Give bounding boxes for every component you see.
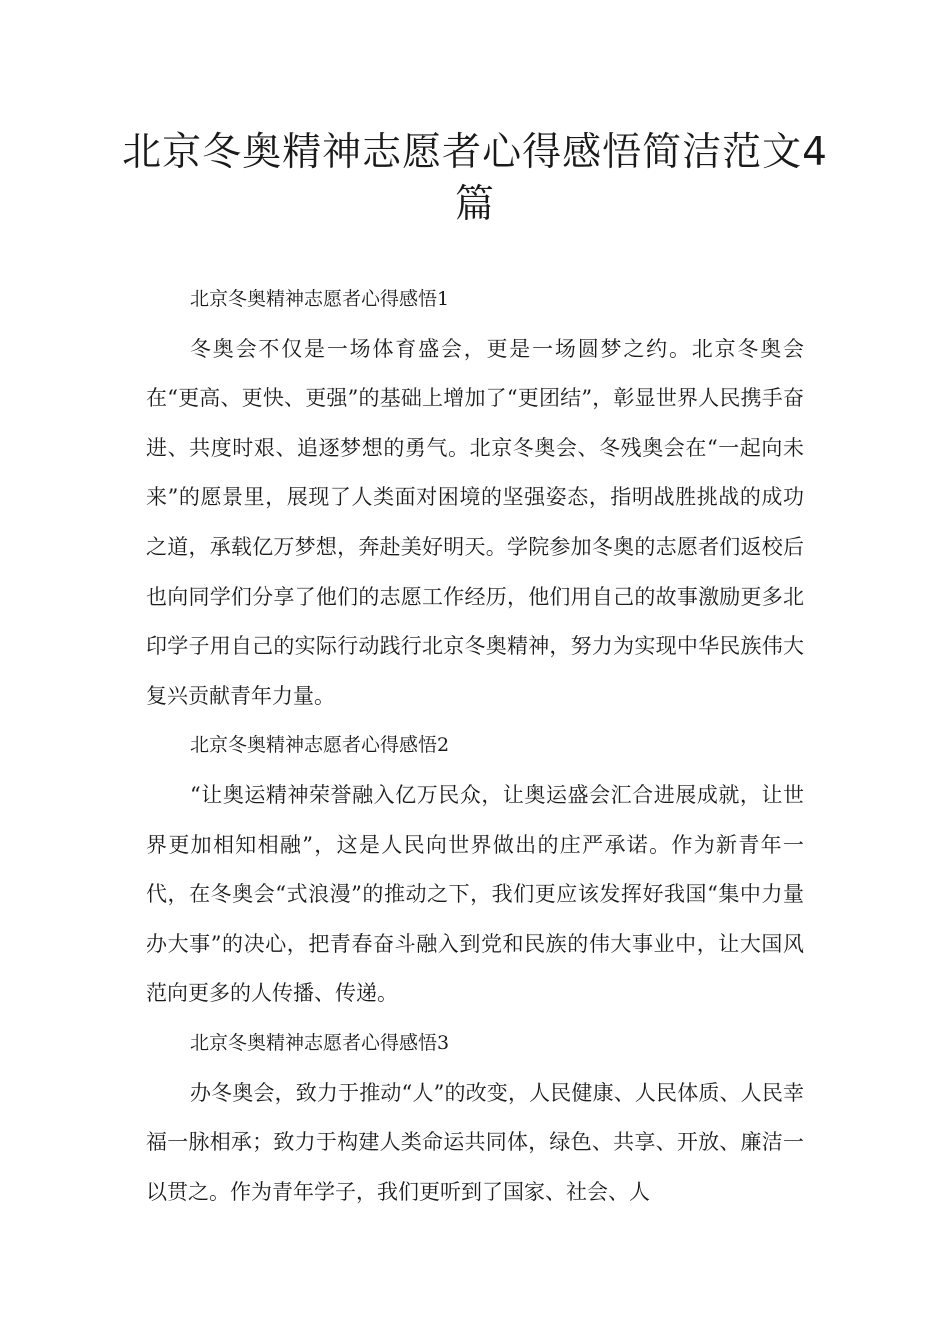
section-heading: 北京冬奥精神志愿者心得感悟1 [190, 288, 450, 310]
section-paragraph: 办冬奥会，致力于推动“人”的改变，人民健康、人民体质、人民幸福一脉相承；致力于构建人类命运共同体，绿色、共享、开放、廉洁一以贯之。作为青年学子，我们更听到了国家、社会、人 [146, 1080, 804, 1204]
section-paragraph: 冬奥会不仅是一场体育盛会，更是一场圆梦之约。北京冬奥会在“更高、更快、更强”的基础上增加了“更团结”，彰显世界人民携手奋进、共度时艰、追逐梦想的勇气。北京冬奥会、冬残奥会在“一起向未来”的愿景里，展现了人类面对困境的坚强姿态，指明战胜挑战的成功之道，承载亿万梦想，奔赴美好明天。学院参加冬奥的志愿者们返校后也向同学们分享了他们的志愿工作经历，他们用自己的故事激励更多北印学子用自己的实际行动践行北京冬奥精神，努力为实现中华民族伟大复兴贡献青年力量。 [146, 336, 804, 708]
section-paragraph: “让奥运精神荣誉融入亿万民众，让奥运盛会汇合进展成就，让世界更加相知相融”，这是人民向世界做出的庄严承诺。作为新青年一代，在冬奥会“式浪漫”的推动之下，我们更应该发挥好我国“集中力量办大事”的决心，把青春奋斗融入到党和民族的伟大事业中，让大国风范向更多的人传播、传递。 [146, 782, 804, 1006]
section-heading: 北京冬奥精神志愿者心得感悟3 [190, 1031, 450, 1054]
document-body [146, 275, 804, 1217]
document-title: 北京冬奥精神志愿者心得感悟简洁范文4篇 [122, 130, 828, 227]
section-heading: 北京冬奥精神志愿者心得感悟2 [190, 734, 450, 757]
